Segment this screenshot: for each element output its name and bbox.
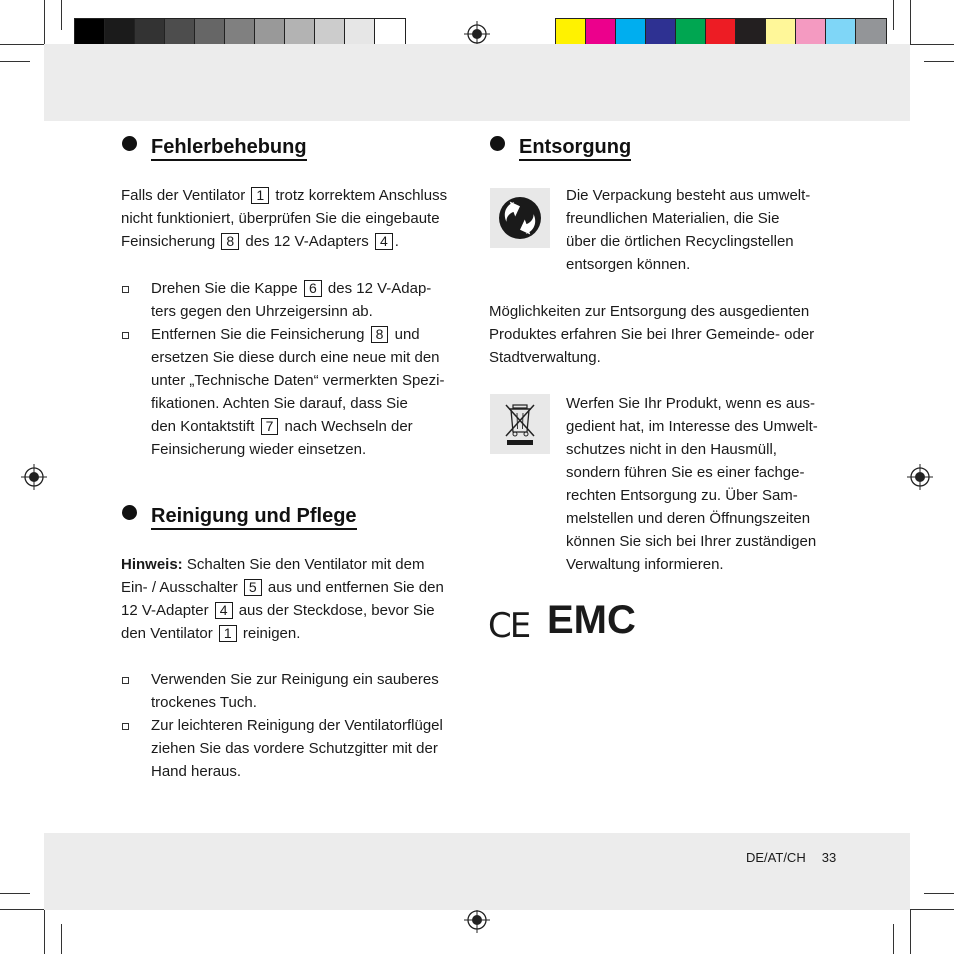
crop-mark [924, 61, 954, 62]
color-swatch [375, 19, 405, 47]
crop-mark [910, 44, 954, 45]
header-band [44, 44, 910, 121]
crop-mark [0, 44, 44, 45]
color-swatch [75, 19, 105, 47]
part-reference-number: 4 [215, 602, 233, 619]
color-swatch [195, 19, 225, 47]
list-item: Zur leichteren Reinigung der Ventilatorflügel ziehen Sie das vordere Schutzgitter mit der Hand heraus. [121, 714, 466, 783]
color-swatch [826, 19, 856, 47]
weee-text: Werfen Sie Ihr Produkt, wenn es aus- gedient hat, im Interesse des Umwelt- schutzes nicht in den Hausmüll, sondern führen Sie es einer fachge- rechten Entsorgung zu. Über Sam- melstellen und deren Öffnungszeiten können Sie sich bei Ihrer zuständigen Verwaltung informieren. [566, 395, 818, 573]
region-label: DE/AT/CH [746, 850, 806, 865]
bullet-dot-icon [490, 136, 505, 151]
page-footer [746, 850, 836, 865]
color-swatch [135, 19, 165, 47]
color-swatch [315, 19, 345, 47]
color-swatch [736, 19, 766, 47]
part-reference-number: 7 [261, 418, 279, 435]
weee-icon-box [490, 394, 550, 454]
crop-mark [61, 0, 62, 30]
registration-mark-icon [907, 464, 933, 490]
color-swatch [766, 19, 796, 47]
page-number: 33 [821, 850, 837, 865]
crop-mark [0, 893, 30, 894]
color-swatch [285, 19, 315, 47]
troubleshooting-steps [121, 277, 466, 461]
color-swatch [706, 19, 736, 47]
part-reference-number: 1 [251, 187, 269, 204]
disposal-options-text: Möglichkeiten zur Entsorgung des ausgedienten Produktes erfahren Sie bei Ihrer Gemeinde- oder Stadtverwaltung. [489, 303, 815, 366]
color-swatch [856, 19, 886, 47]
registration-mark-icon [21, 464, 47, 490]
registration-mark-icon [464, 907, 490, 933]
bullet-dot-icon [122, 136, 137, 151]
part-reference-number: 4 [375, 233, 393, 250]
crop-mark [910, 0, 911, 44]
troubleshooting-intro: Falls der Ventilator 1 trotz korrektem Anschluss nicht funktioniert, überprüfen Sie die eingebaute Feinsicherung 8 des 12 V-Adapters 4 . [121, 187, 448, 250]
crop-mark [0, 61, 30, 62]
crop-mark [61, 924, 62, 954]
list-item: Drehen Sie die Kappe 6 des 12 V-Adap- ters gegen den Uhrzeigersinn ab. [121, 277, 466, 323]
color-swatch [255, 19, 285, 47]
color-swatch [556, 19, 586, 47]
note-text: Schalten Sie den Ventilator mit dem Ein- / Ausschalter 5 aus und entfernen Sie den 12 V-Adapter 4 aus der Steckdose, bevor Sie den Ventilator 1 reinigen. [121, 556, 444, 642]
crop-mark [0, 909, 44, 910]
section-heading-troubleshooting: Fehlerbehebung [122, 136, 307, 159]
color-swatch [586, 19, 616, 47]
note-label: Hinweis: [121, 556, 183, 573]
part-reference-number: 6 [304, 280, 322, 297]
green-dot-recycling-icon [497, 195, 543, 241]
cleaning-note [121, 553, 466, 645]
list-item: Entfernen Sie die Feinsicherung 8 und ersetzen Sie diese durch eine neue mit den unter „Technische Daten“ vermerkten Spezi- fikationen. Achten Sie darauf, dass Sie den Kontaktstift 7 nach Wechseln der Feinsicherung wieder einsetzen. [121, 323, 466, 461]
crop-mark [893, 924, 894, 954]
crop-mark [44, 910, 45, 954]
color-swatch [646, 19, 676, 47]
color-swatch [105, 19, 135, 47]
part-reference-number: 8 [221, 233, 239, 250]
color-swatch [616, 19, 646, 47]
crop-mark [910, 909, 954, 910]
part-reference-number: 8 [371, 326, 389, 343]
crop-mark [910, 910, 911, 954]
section-heading-disposal: Entsorgung [490, 136, 631, 159]
ce-mark-logo: CE [488, 606, 530, 646]
part-reference-number: 5 [244, 579, 262, 596]
packaging-text: Die Verpackung besteht aus umwelt- freundlichen Materialien, die Sie über die örtlichen Recyclingstellen entsorgen können. [566, 187, 811, 273]
emc-mark-logo: EMC [547, 598, 636, 642]
color-swatch [165, 19, 195, 47]
list-item: Verwenden Sie zur Reinigung ein sauberes trockenes Tuch. [121, 668, 466, 714]
color-swatch [796, 19, 826, 47]
crossed-out-bin-icon [500, 401, 540, 447]
crop-mark [893, 0, 894, 30]
section-heading-cleaning: Reinigung und Pflege [122, 505, 357, 528]
bullet-dot-icon [122, 505, 137, 520]
color-swatch [345, 19, 375, 47]
color-swatch [676, 19, 706, 47]
recycle-icon-box [490, 188, 550, 248]
crop-mark [44, 0, 45, 44]
cleaning-steps [121, 668, 466, 783]
crop-mark [924, 893, 954, 894]
part-reference-number: 1 [219, 625, 237, 642]
footer-band [44, 833, 910, 910]
color-swatch [225, 19, 255, 47]
